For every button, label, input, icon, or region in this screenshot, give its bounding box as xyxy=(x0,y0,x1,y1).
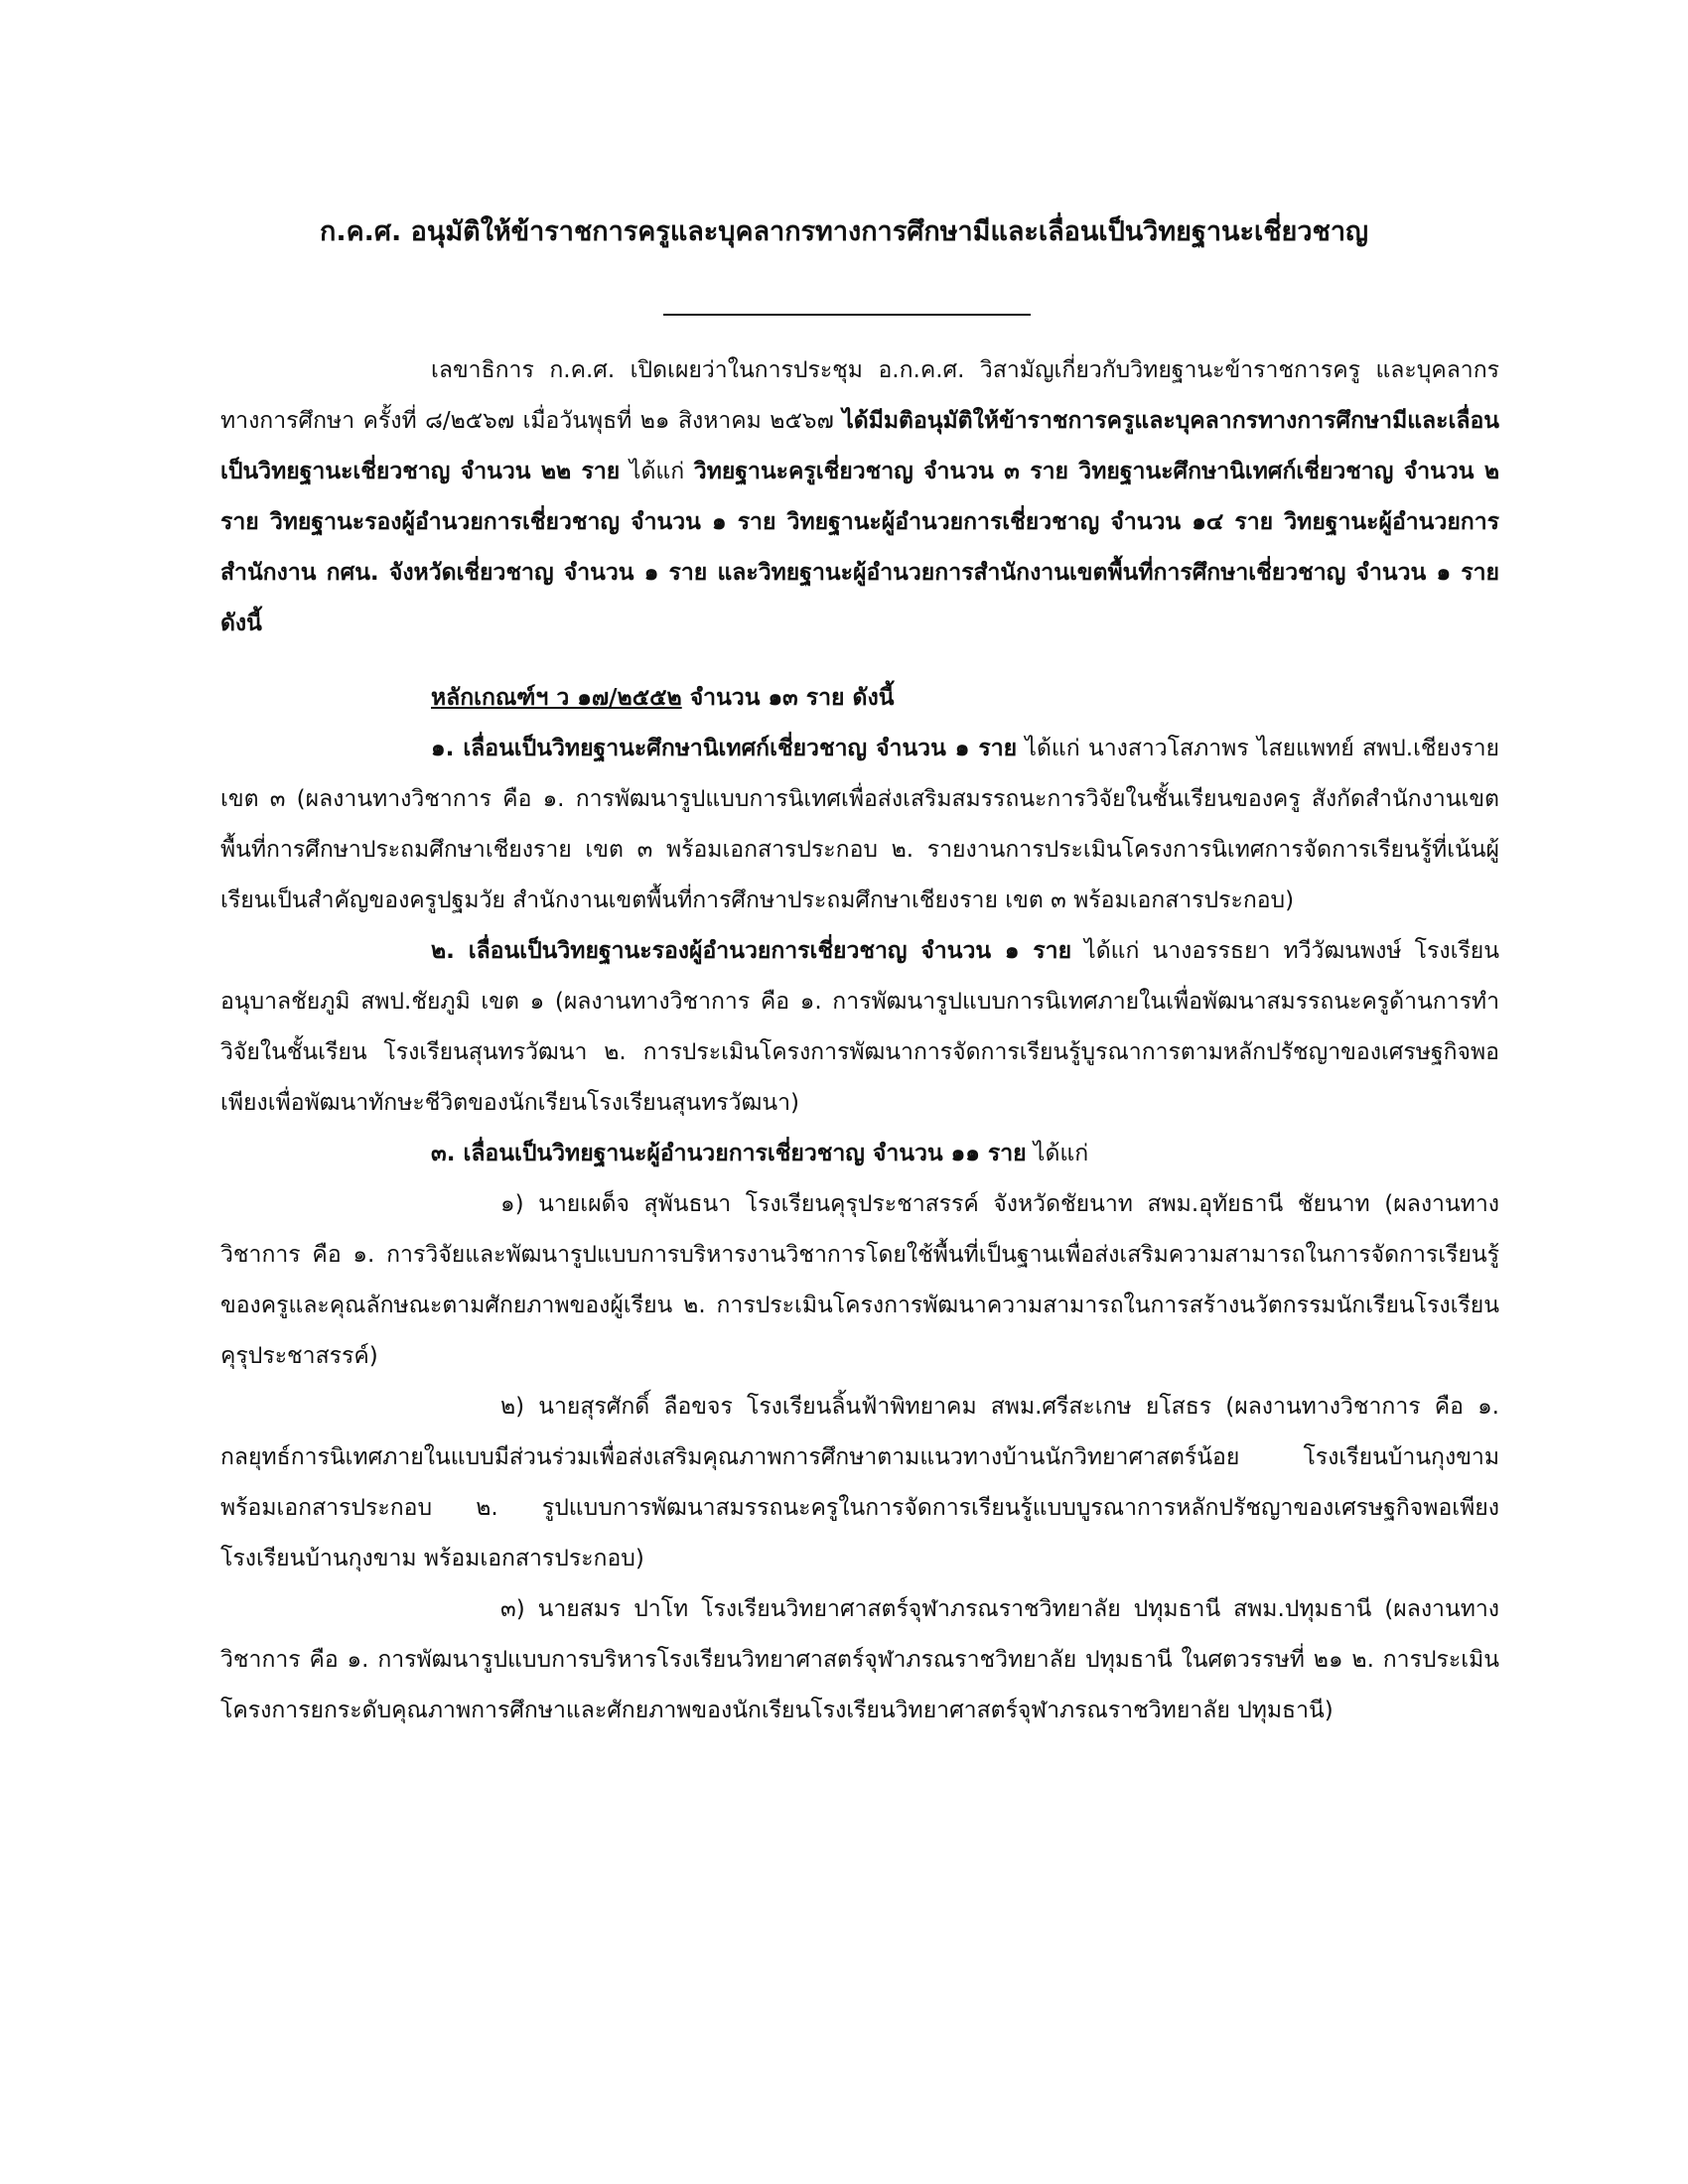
item-3-heading: ๓. เลื่อนเป็นวิทยฐานะผู้อำนวยการเชี่ยวชาญ จำนวน ๑๑ ราย xyxy=(431,1141,1027,1166)
document-title: ก.ค.ศ. อนุมัติให้ข้าราชการครูและบุคลากรทางการศึกษามีและเลื่อนเป็นวิทยฐานะเชี่ยวชาญ xyxy=(319,216,1369,247)
criteria-rest: จำนวน ๑๓ ราย ดังนี้ xyxy=(681,685,895,711)
item-1-heading: ๑. เลื่อนเป็นวิทยฐานะศึกษานิเทศก์เชี่ยวชาญ จำนวน ๑ ราย xyxy=(431,736,1018,761)
intro-text-1: เลขาธิการ ก.ค.ศ. เปิดเผยว่าในการประชุม อ.ก.ค.ศ. วิสามัญเกี่ยวกับวิทยฐานะข้าราชการครู และบุคลากรทางการศึกษา ครั้งที่ ๘/๒๕๖๗ เมื่อวันพุธที่ ๒๑ สิงหาคม ๒๕๖๗ xyxy=(220,357,1499,434)
document-body xyxy=(220,345,1499,1736)
title-divider xyxy=(663,314,1031,316)
sub-item-3: ๓) นายสมร ปาโท โรงเรียนวิทยาศาสตร์จุฬาภรณราชวิทยาลัย ปทุมธานี สพม.ปทุมธานี (ผลงานทางวิชาการ คือ ๑. การพัฒนารูปแบบการบริหารโรงเรียนวิทยาศาสตร์จุฬาภรณราชวิทยาลัย ปทุมธานี ในศตวรรษที่ ๒๑ ๒. การประเมินโครงการยกระดับคุณภาพการศึกษาและศักยภาพของนักเรียนโรงเรียนวิทยาศาสตร์จุฬาภรณราชวิทยาลัย ปทุมธานี) xyxy=(220,1596,1499,1723)
criteria-heading xyxy=(220,673,1499,724)
item-3-paragraph xyxy=(220,1129,1499,1179)
item-1-text: ได้แก่ นางสาวโสภาพร ไสยแพทย์ สพป.เชียงราย เขต ๓ (ผลงานทางวิชาการ คือ ๑. การพัฒนารูปแบบการนิเทศเพื่อส่งเสริมสมรรถนะการวิจัยในชั้นเรียนของครู สังกัดสำนักงานเขตพื้นที่การศึกษาประถมศึกษาเชียงราย เขต ๓ พร้อมเอกสารประกอบ ๒. รายงานการประเมินโครงการนิเทศการจัดการเรียนรู้ที่เน้นผู้เรียนเป็นสำคัญของครูปฐมวัย สำนักงานเขตพื้นที่การศึกษาประถมศึกษาเชียงราย เขต ๓ พร้อมเอกสารประกอบ) xyxy=(220,736,1499,913)
item-3-text: ได้แก่ xyxy=(1026,1141,1089,1166)
item-2-heading: ๒. เลื่อนเป็นวิทยฐานะรองผู้อำนวยการเชี่ยวชาญ จำนวน ๑ ราย xyxy=(431,938,1072,964)
item-2-paragraph xyxy=(220,926,1499,1129)
sub-item-1: ๑) นายเผด็จ สุพันธนา โรงเรียนคุรุประชาสรรค์ จังหวัดชัยนาท สพม.อุทัยธานี ชัยนาท (ผลงานทางวิชาการ คือ ๑. การวิจัยและพัฒนารูปแบบการบริหารงานวิชาการโดยใช้พื้นที่เป็นฐานเพื่อส่งเสริมความสามารถในการจัดการเรียนรู้ของครูและคุณลักษณะตามศักยภาพของผู้เรียน ๒. การประเมินโครงการพัฒนาความสามารถในการสร้างนวัตกรรมนักเรียนโรงเรียนคุรุประชาสรรค์) xyxy=(220,1191,1499,1369)
item-1-paragraph xyxy=(220,724,1499,926)
intro-paragraph xyxy=(220,345,1499,649)
intro-bold-2: วิทยฐานะครูเชี่ยวชาญ จำนวน ๓ ราย วิทยฐานะศึกษานิเทศก์เชี่ยวชาญ จำนวน ๒ ราย วิทยฐานะรองผู้อำนวยการเชี่ยวชาญ จำนวน ๑ ราย วิทยฐานะผู้อำนวยการเชี่ยวชาญ จำนวน ๑๔ ราย วิทยฐานะผู้อำนวยการสำนักงาน กศน. จังหวัดเชี่ยวชาญ จำนวน ๑ ราย และวิทยฐานะผู้อำนวยการสำนักงานเขตพื้นที่การศึกษาเชี่ยวชาญ จำนวน ๑ ราย ดังนี้ xyxy=(220,459,1499,636)
criteria-underlined: หลักเกณฑ์ฯ ว ๑๗/๒๕๕๒ xyxy=(431,685,682,711)
intro-text-2: ได้แก่ xyxy=(620,459,694,484)
sub-item-2: ๒) นายสุรศักดิ์ ลือขจร โรงเรียนลิ้นฟ้าพิทยาคม สพม.ศรีสะเกษ ยโสธร (ผลงานทางวิชาการ คือ ๑. กลยุทธ์การนิเทศภายในแบบมีส่วนร่วมเพื่อส่งเสริมคุณภาพการศึกษาตามแนวทางบ้านนักวิทยาศาสตร์น้อย โรงเรียนบ้านกุงขาม พร้อมเอกสารประกอบ ๒. รูปแบบการพัฒนาสมรรถนะครูในการจัดการเรียนรู้แบบบูรณาการหลักปรัชญาของเศรษฐกิจพอเพียง โรงเรียนบ้านกุงขาม พร้อมเอกสารประกอบ) xyxy=(220,1394,1499,1571)
intro-bold-1: ได้มีมติอนุมัติให้ข้าราชการครูและบุคลากรทางการศึกษามีและเลื่อนเป็นวิทยฐานะเชี่ยวชาญ จำนวน ๒๒ ราย xyxy=(220,408,1499,484)
item-2-text: ได้แก่ นางอรรธยา ทวีวัฒนพงษ์ โรงเรียนอนุบาลชัยภูมิ สพป.ชัยภูมิ เขต ๑ (ผลงานทางวิชาการ คือ ๑. การพัฒนารูปแบบการนิเทศภายในเพื่อพัฒนาสมรรถนะครูด้านการทำวิจัยในชั้นเรียน โรงเรียนสุนทรวัฒนา ๒. การประเมินโครงการพัฒนาการจัดการเรียนรู้บูรณาการตามหลักปรัชญาของเศรษฐกิจพอเพียงเพื่อพัฒนาทักษะชีวิตของนักเรียนโรงเรียนสุนทรวัฒนา) xyxy=(220,938,1499,1116)
